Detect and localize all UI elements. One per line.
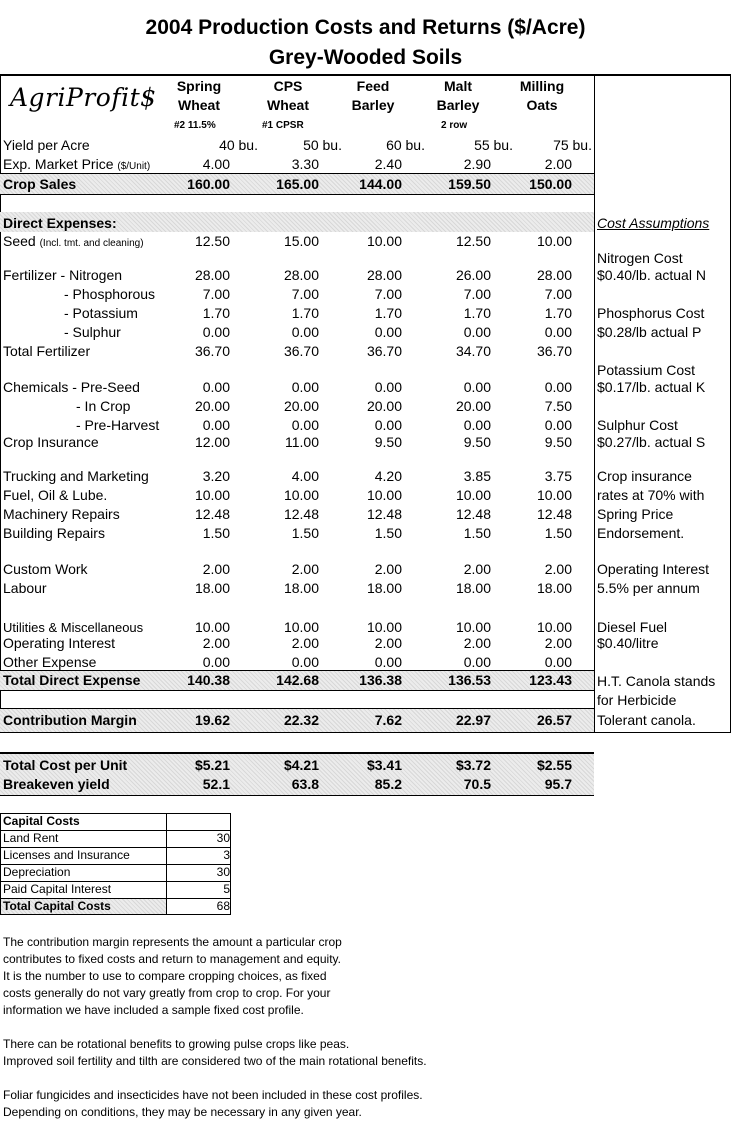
expense-value: 1.50 — [544, 525, 572, 541]
market-price-value: 3.30 — [291, 156, 319, 172]
expense-value: 2.00 — [463, 635, 491, 651]
explanatory-note-line: There can be rotational benefits to growing pulse crops like peas. — [3, 1037, 350, 1051]
expense-label — [3, 232, 144, 253]
expense-value: 18.00 — [366, 580, 402, 596]
expense-value: 4.20 — [374, 468, 402, 484]
breakeven-yield-label: Breakeven yield — [3, 776, 110, 792]
expense-value: 9.50 — [374, 434, 402, 450]
expense-value: 28.00 — [283, 267, 319, 283]
explanatory-note-line: The contribution margin represents the amount a particular crop — [3, 935, 342, 949]
contribution-margin-label: Contribution Margin — [3, 712, 137, 728]
expense-value: 12.48 — [455, 506, 491, 522]
expense-value: 2.00 — [202, 635, 230, 651]
expense-value: 2.00 — [544, 561, 572, 577]
cost-assumption-line: Diesel Fuel — [597, 619, 668, 635]
expense-label-text: Total Fertilizer — [3, 343, 91, 359]
expense-value: 0.00 — [544, 654, 572, 670]
expense-label-text: - Pre-Harvest — [76, 417, 160, 433]
expense-label-text: Crop Insurance — [3, 434, 99, 450]
expense-label — [3, 579, 47, 598]
total-direct-value: 123.43 — [529, 672, 572, 688]
expense-value: 10.00 — [366, 233, 402, 249]
expense-value: 3.85 — [463, 468, 491, 484]
expense-label-text: Custom Work — [3, 561, 88, 577]
expense-value: 12.48 — [283, 506, 319, 522]
cost-assumption-line: $0.40/lb. actual N — [597, 267, 706, 283]
expense-value: 0.00 — [374, 654, 402, 670]
cost-assumption-line: Spring Price — [597, 506, 674, 522]
cost-assumption-line: Endorsement. — [597, 525, 685, 541]
capital-total-value: 68 — [216, 899, 230, 913]
expense-label-text: Operating Interest — [3, 635, 116, 651]
market-price-label-text: Exp. Market Price — [3, 156, 114, 172]
expense-value: 0.00 — [291, 324, 319, 340]
contribution-margin-value: 7.62 — [374, 712, 402, 728]
expense-value: 7.50 — [544, 398, 572, 414]
table-bottom-border — [0, 732, 731, 733]
explanatory-note-line: Foliar fungicides and insecticides have not been included in these cost profiles. — [3, 1088, 423, 1102]
expense-value: 1.50 — [374, 525, 402, 541]
direct-expenses-heading: Direct Expenses: — [3, 215, 117, 231]
yield-value: 60 bu. — [386, 137, 425, 153]
expense-value: 4.00 — [291, 468, 319, 484]
contribution-margin-value: 26.57 — [536, 712, 572, 728]
expense-value: 2.00 — [463, 561, 491, 577]
breakeven-yield-value: 70.5 — [463, 776, 491, 792]
cost-assumption-line: Potassium Cost — [597, 362, 696, 378]
expense-value: 28.00 — [194, 267, 230, 283]
expense-label-text: Machinery Repairs — [3, 506, 120, 522]
total-direct-value: 136.38 — [359, 672, 402, 688]
crop-header-line1: Feed — [356, 78, 390, 94]
cost-per-unit-value: $2.55 — [536, 757, 572, 773]
explanatory-note-line: contributes to fixed costs and return to management and equity. — [3, 952, 341, 966]
expense-value: 1.50 — [291, 525, 319, 541]
expense-label-text: - In Crop — [76, 398, 131, 414]
expense-value: 26.00 — [455, 267, 491, 283]
expense-label — [3, 653, 96, 672]
cost-assumption-line: rates at 70% with — [597, 487, 705, 503]
expense-value: 0.00 — [202, 654, 230, 670]
expense-value: 0.00 — [291, 417, 319, 433]
capital-total-label: Total Capital Costs — [3, 899, 111, 913]
expense-value: 9.50 — [463, 434, 491, 450]
expense-label-note: (Incl. tmt. and cleaning) — [39, 238, 144, 249]
total-direct-bottom-rule — [0, 690, 594, 691]
cost-assumption-line: Operating Interest — [597, 561, 710, 577]
expense-label-text: Chemicals - Pre-Seed — [3, 379, 140, 395]
expense-value: 0.00 — [374, 417, 402, 433]
expense-value: 36.70 — [536, 343, 572, 359]
crop-header-line2: Oats — [526, 97, 558, 113]
expense-value: 20.00 — [194, 398, 230, 414]
breakeven-yield-value: 63.8 — [291, 776, 319, 792]
expense-value: 0.00 — [374, 324, 402, 340]
expense-value: 0.00 — [463, 417, 491, 433]
crop-header-line1: Milling — [519, 78, 565, 94]
expense-value: 36.70 — [194, 343, 230, 359]
expense-value: 0.00 — [202, 379, 230, 395]
capital-item-label: Licenses and Insurance — [3, 848, 130, 862]
expense-value: 10.00 — [194, 619, 230, 635]
expense-value: 28.00 — [366, 267, 402, 283]
expense-value: 20.00 — [455, 398, 491, 414]
market-price-value: 4.00 — [202, 156, 230, 172]
expense-value: 0.00 — [291, 379, 319, 395]
cost-assumption-line: $0.28/lb actual P — [597, 324, 702, 340]
crop-sales-value: 150.00 — [529, 176, 572, 192]
expense-value: 0.00 — [544, 324, 572, 340]
expense-value: 1.70 — [463, 305, 491, 321]
cost-assumption-line: Sulphur Cost — [597, 417, 678, 433]
expense-value: 36.70 — [366, 343, 402, 359]
expense-value: 18.00 — [536, 580, 572, 596]
cost-per-unit-value: $5.21 — [194, 757, 230, 773]
expense-label — [3, 342, 90, 361]
breakeven-yield-value: 85.2 — [374, 776, 402, 792]
agriprofit-logo: AgriProfit$ — [10, 83, 157, 112]
yield-value: 55 bu. — [474, 137, 513, 153]
expense-label-text: Fuel, Oil & Lube. — [3, 487, 108, 503]
cost-assumptions-heading: Cost Assumptions — [597, 215, 710, 231]
expense-value: 10.00 — [536, 619, 572, 635]
capital-item-value: 5 — [223, 882, 230, 896]
expense-label — [3, 634, 115, 653]
expense-value: 0.00 — [202, 417, 230, 433]
expense-value: 10.00 — [366, 619, 402, 635]
cost-assumption-line: Nitrogen Cost — [597, 250, 683, 266]
expense-value: 0.00 — [463, 654, 491, 670]
expense-value: 34.70 — [455, 343, 491, 359]
unit-cost-bottom-rule — [0, 795, 594, 796]
expense-value: 2.00 — [544, 635, 572, 651]
crop-sales-label: Crop Sales — [3, 176, 77, 192]
crop-header-line1: CPS — [273, 78, 303, 94]
cost-assumption-line: 5.5% per annum — [597, 580, 700, 596]
expense-value: 1.70 — [544, 305, 572, 321]
expense-value: 10.00 — [283, 487, 319, 503]
expense-value: 10.00 — [455, 619, 491, 635]
expense-value: 12.48 — [366, 506, 402, 522]
expense-value: 0.00 — [544, 379, 572, 395]
capital-item-value: 30 — [216, 865, 230, 879]
expense-label — [76, 397, 130, 416]
expense-value: 7.00 — [463, 286, 491, 302]
expense-value: 10.00 — [366, 487, 402, 503]
expense-value: 12.50 — [194, 233, 230, 249]
yield-label: Yield per Acre — [3, 137, 90, 153]
expense-label — [64, 304, 138, 323]
capital-costs-heading: Capital Costs — [3, 814, 80, 828]
expense-label-text: - Potassium — [64, 305, 138, 321]
expense-value: 0.00 — [374, 379, 402, 395]
expense-value: 12.48 — [194, 506, 230, 522]
expense-value: 15.00 — [283, 233, 319, 249]
crop-sales-value: 165.00 — [276, 176, 319, 192]
expense-value: 10.00 — [194, 487, 230, 503]
expense-value: 7.00 — [374, 286, 402, 302]
contribution-margin-value: 22.97 — [455, 712, 491, 728]
expense-value: 2.00 — [374, 561, 402, 577]
capital-item-label: Land Rent — [3, 831, 59, 845]
expense-value: 12.00 — [194, 434, 230, 450]
expense-label-text: Trucking and Marketing — [3, 468, 149, 484]
contribution-margin-value: 19.62 — [194, 712, 230, 728]
explanatory-note-line: Improved soil fertility and tilth are considered two of the main rotational benefits. — [3, 1054, 427, 1068]
yield-value: 50 bu. — [303, 137, 342, 153]
expense-value: 10.00 — [536, 233, 572, 249]
table-divider — [594, 74, 595, 733]
capital-item-value: 3 — [223, 848, 230, 862]
expense-value: 28.00 — [536, 267, 572, 283]
expense-value: 10.00 — [455, 487, 491, 503]
expense-label-text: Utilities & Miscellaneous — [3, 620, 144, 635]
expense-value: 1.70 — [374, 305, 402, 321]
expense-label — [3, 486, 107, 505]
total-direct-value: 140.38 — [187, 672, 230, 688]
expense-value: 12.50 — [455, 233, 491, 249]
crop-header-line1: Malt — [444, 78, 472, 94]
crop-sales-value: 144.00 — [359, 176, 402, 192]
capital-item-value: 30 — [216, 831, 230, 845]
yield-value: 40 bu. — [219, 137, 258, 153]
breakeven-yield-value: 95.7 — [544, 776, 572, 792]
expense-value: 18.00 — [194, 580, 230, 596]
expense-value: 0.00 — [544, 417, 572, 433]
expense-label-text: Seed — [3, 233, 36, 249]
expense-label-text: Labour — [3, 580, 47, 596]
expense-value: 0.00 — [463, 379, 491, 395]
cost-per-unit-label: Total Cost per Unit — [3, 757, 128, 773]
expense-label-text: Fertilizer - Nitrogen — [3, 267, 123, 283]
expense-value: 1.50 — [463, 525, 491, 541]
explanatory-note-line: It is the number to use to compare cropping choices, as fixed — [3, 969, 327, 983]
cost-assumption-line: Crop insurance — [597, 468, 692, 484]
crop-grade: #2 11.5% — [174, 120, 216, 131]
expense-value: 1.70 — [202, 305, 230, 321]
cost-assumption-line: $0.40/litre — [597, 635, 659, 651]
crop-header-line2: Barley — [351, 97, 395, 113]
market-price-label — [3, 155, 150, 176]
cost-assumption-line: $0.17/lb. actual K — [597, 379, 706, 395]
expense-label — [64, 323, 121, 342]
market-price-value: 2.90 — [463, 156, 491, 172]
crop-sales-value: 159.50 — [448, 176, 491, 192]
market-price-unit: ($/Unit) — [117, 161, 151, 172]
expense-label — [3, 378, 140, 397]
yield-value: 75 bu. — [553, 137, 592, 153]
capital-item-label: Paid Capital Interest — [3, 882, 112, 896]
explanatory-note-line: information we have included a sample fixed cost profile. — [3, 1003, 304, 1017]
cost-assumption-line: Tolerant canola. — [597, 712, 696, 728]
crop-header-line2: Barley — [436, 97, 480, 113]
expense-value: 10.00 — [536, 487, 572, 503]
cost-per-unit-value: $3.41 — [366, 757, 402, 773]
total-direct-value: 142.68 — [276, 672, 319, 688]
expense-value: 0.00 — [291, 654, 319, 670]
market-price-value: 2.00 — [544, 156, 572, 172]
cost-assumption-line: for Herbicide — [597, 692, 677, 708]
expense-value: 10.00 — [283, 619, 319, 635]
crop-grade: #1 CPSR — [262, 120, 304, 131]
total-direct-value: 136.53 — [448, 672, 491, 688]
expense-value: 2.00 — [374, 635, 402, 651]
market-price-value: 2.40 — [374, 156, 402, 172]
page-title: 2004 Production Costs and Returns ($/Acre) — [145, 16, 586, 39]
cost-per-unit-value: $4.21 — [283, 757, 319, 773]
expense-value: 7.00 — [544, 286, 572, 302]
contribution-top-rule — [0, 708, 594, 709]
expense-value: 11.00 — [285, 434, 319, 450]
expense-label-text: - Phosphorous — [64, 286, 156, 302]
expense-value: 7.00 — [291, 286, 319, 302]
expense-value: 0.00 — [202, 324, 230, 340]
explanatory-note-line: Depending on conditions, they may be necessary in any given year. — [3, 1105, 362, 1119]
cost-assumption-line: Phosphorus Cost — [597, 305, 705, 321]
expense-value: 1.50 — [202, 525, 230, 541]
crop-sales-bottom-rule — [0, 194, 594, 195]
expense-label — [3, 560, 88, 579]
unit-cost-top-rule — [0, 752, 594, 754]
breakeven-yield-value: 52.1 — [202, 776, 230, 792]
expense-value: 2.00 — [291, 561, 319, 577]
expense-value: 1.70 — [291, 305, 319, 321]
expense-label — [3, 524, 105, 543]
expense-label — [3, 266, 122, 285]
crop-grade: 2 row — [441, 120, 468, 131]
expense-value: 20.00 — [366, 398, 402, 414]
expense-label — [3, 433, 99, 452]
expense-value: 2.00 — [202, 561, 230, 577]
page-subtitle: Grey-Wooded Soils — [268, 46, 463, 69]
expense-value: 36.70 — [283, 343, 319, 359]
crop-sales-value: 160.00 — [187, 176, 230, 192]
expense-value: 7.00 — [202, 286, 230, 302]
expense-value: 18.00 — [455, 580, 491, 596]
expense-value: 2.00 — [291, 635, 319, 651]
crop-header-line2: Wheat — [267, 97, 309, 113]
expense-label-text: Other Expense — [3, 654, 97, 670]
contribution-margin-value: 22.32 — [283, 712, 319, 728]
crop-header-line2: Wheat — [178, 97, 220, 113]
expense-value: 12.48 — [536, 506, 572, 522]
crop-header-line1: Spring — [176, 78, 222, 94]
expense-value: 9.50 — [544, 434, 572, 450]
expense-label — [3, 505, 120, 524]
expense-label-text: Building Repairs — [3, 525, 105, 541]
capital-item-label: Depreciation — [3, 865, 71, 879]
total-direct-label: Total Direct Expense — [3, 672, 141, 688]
cost-assumption-line: $0.27/lb. actual S — [597, 434, 706, 450]
expense-value: 3.75 — [544, 468, 572, 484]
explanatory-note-line: costs generally do not vary greatly from crop to crop. For your — [3, 986, 331, 1000]
expense-value: 18.00 — [283, 580, 319, 596]
expense-value: 0.00 — [463, 324, 491, 340]
expense-label-text: - Sulphur — [64, 324, 121, 340]
cost-per-unit-value: $3.72 — [455, 757, 491, 773]
expense-value: 20.00 — [283, 398, 319, 414]
expense-label — [3, 467, 149, 486]
cost-assumption-line: H.T. Canola stands — [597, 673, 716, 689]
expense-value: 3.20 — [202, 468, 230, 484]
